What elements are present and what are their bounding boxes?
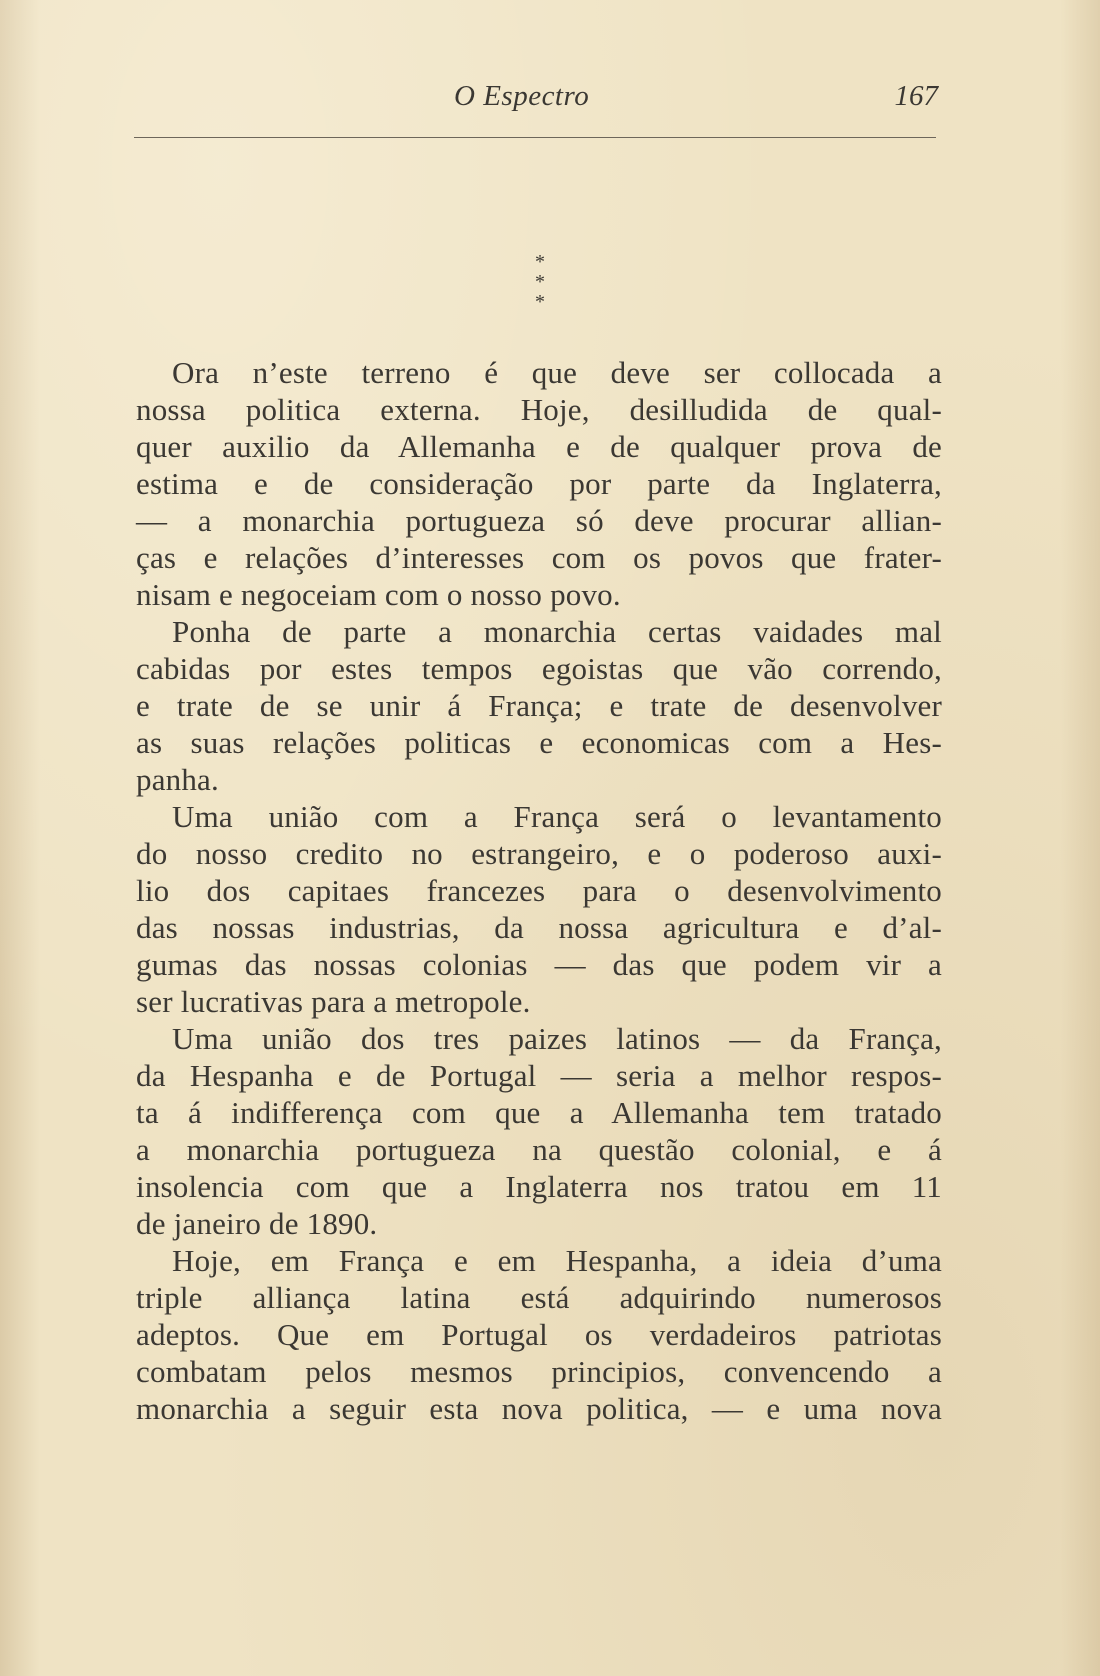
- text-line: a monarchia portugueza na questão colonial, e á: [136, 1132, 942, 1167]
- text-line: lio dos capitaes francezes para o desenvolvimento: [136, 873, 942, 908]
- text-line: ser lucrativas para a metropole.: [136, 984, 531, 1019]
- header-rule: [134, 137, 936, 138]
- text-line: nossa politica externa. Hoje, desilludida de qual-: [136, 392, 942, 427]
- text-line: Hoje, em França e em Hespanha, a ideia d’uma: [172, 1243, 942, 1278]
- text-line: da Hespanha e de Portugal — seria a melhor respos-: [136, 1058, 942, 1093]
- text-line: panha.: [136, 762, 219, 797]
- text-line: Uma união dos tres paizes latinos — da França,: [172, 1021, 942, 1056]
- asterism-top: *: [535, 251, 545, 273]
- text-line: Ponha de parte a monarchia certas vaidades mal: [172, 614, 942, 649]
- text-line: do nosso credito no estrangeiro, e o poderoso auxi-: [136, 836, 942, 871]
- text-line: monarchia a seguir esta nova politica, — e uma nova: [136, 1391, 942, 1426]
- text-line: adeptos. Que em Portugal os verdadeiros patriotas: [136, 1317, 942, 1352]
- asterism-ornament: [500, 251, 580, 313]
- text-line: ças e relações d’interesses com os povos que frater-: [136, 540, 942, 575]
- text-line: Uma união com a França será o levantamento: [172, 799, 942, 834]
- text-line: — a monarchia portugueza só deve procurar allian-: [136, 503, 942, 538]
- text-line: combatam pelos mesmos principios, convencendo a: [136, 1354, 942, 1389]
- text-line: quer auxilio da Allemanha e de qualquer prova de: [136, 429, 942, 464]
- text-line: e trate de se unir á França; e trate de desenvolver: [136, 688, 942, 723]
- text-line: as suas relações politicas e economicas com a Hes-: [136, 725, 942, 760]
- text-line: das nossas industrias, da nossa agricultura e d’al-: [136, 910, 942, 945]
- running-head: [138, 80, 938, 120]
- text-line: gumas das nossas colonias — das que podem vir a: [136, 947, 942, 982]
- text-line: nisam e negoceiam com o nosso povo.: [136, 577, 621, 612]
- text-line: cabidas por estes tempos egoistas que vão correndo,: [136, 651, 942, 686]
- running-title: O Espectro: [454, 80, 590, 112]
- asterism-bottom: * *: [535, 271, 563, 313]
- text-line: Ora n’este terreno é que deve ser collocada a: [172, 355, 942, 390]
- text-line: ta á indifferença com que a Allemanha tem tratado: [136, 1095, 942, 1130]
- text-line: estima e de consideração por parte da Inglaterra,: [136, 466, 942, 501]
- page-number: 167: [894, 80, 938, 112]
- text-line: insolencia com que a Inglaterra nos tratou em 11: [136, 1169, 942, 1204]
- body-text: [136, 354, 942, 1427]
- text-line: triple alliança latina está adquirindo numerosos: [136, 1280, 942, 1315]
- text-line: de janeiro de 1890.: [136, 1206, 378, 1241]
